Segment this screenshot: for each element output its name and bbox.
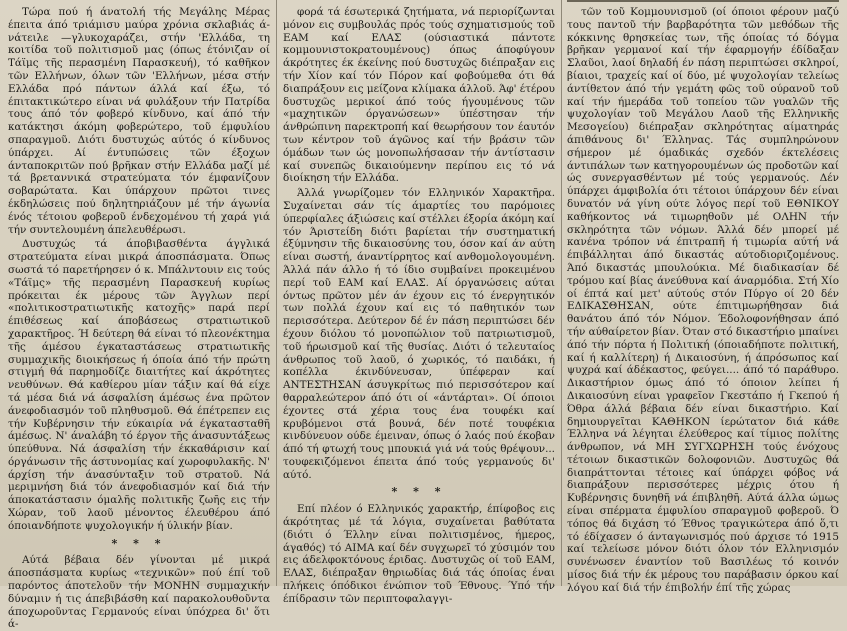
section-separator-2: * * * [391,485,447,499]
section-separator-1: * * * [111,536,167,550]
article-column-3 [567,6,839,594]
column-1-paragraph-3: Αύτά βέβαια δέν γίνονται μέ μικρά άποσπάσματα κυρίως «τεχνικῶν» πού έπί τοῦ παρόντος άποτελοῦν τήν ΜΟΝΗΝ συμμαχικήν δύναμιν ή τις άπεβιβάσθη καί παρακολουθοῦντα άποχωροῦντας Γερμανούς είναι ύπόχρεα δι' ὅτι ά- [8,554,270,631]
column-2-paragraph-1: φορά τά έσωτερικά ζητήματα, νά περιορίζωνται μόνον εις συμβουλάς πρός τούς σχηματισμούς τοῦ ΕΑΜ καί ΕΛΑΣ (ούσιαστικά πάντοτε κομμουνιστοκρατουμένους) όπως άποφύγουν άκρότητες έκ έκείνης πού δυστυχῶς διέπραξαν εις τήν Χίον καί τόν Πόρον καί φοβούμεθα ότι θά διαπράξουν εις μείζονα κλίμακα άλλοῦ. Άφ' έτέρου δυστυχῶς μερικοί άπό τούς ήγουμένους τῶν «μαχητικῶν όργανώσεων» ύπέστησαν τήν άνθρώπινη παρεκτροπή καί θεωρήσουν τον έαυτόν των κέντρον τοῦ άγῶνος καί τήν βράσιν τῶν όμάδων των ώς μονοπωλήσασαν τήν άντίστασιν καί συνεπῶς δικαιούμενην περίπου εις τό νά διοίκηση τήν Ελλάδα. [283,6,555,185]
column-1-paragraph-2: Δυστυχώς τά άποβιβασθέντα άγγλικά στρατεύματα είναι μικρά άποσπάσματα. Όπως σωστά τό παρετήρησεν ό κ. Μπάλντουιν εις τούς «Τάϊμς» τῆς περασμένη Παρασκευή κυρίως πρόκειται έκ μέρους τῶν Άγγλων περί «πολιτικοστρατιωτικῆς κατοχῆς» παρά περί έπιθέσεως καί άποβάσεως στρατιωτικοῦ χαρακτῆρος. Ή δεύτερη θά είναι τό πλεονέκτημα τῆς άμέσου έγκαταστάσεως στρατιωτικῆς συμμαχικῆς διοικήσεως ή όποία άπό τήν πρώτη στιγμή θά παρημοδίζε διαιτήτες καί άκρότητες νευθύνων. Θά καθίερου μίαν τάξιν καί θά είχε τά μέσα διά νά άσφαλίση άμέσως ένα πρῶτον άνεφοδιασμόν τοῦ πληθυσμοῦ. Θά έπέτρεπεν εις τήν Κυβέρνησιν τήν εύκαιρία νά έγκατασταθῆ άμέσως. Ν' άναλάβη τό έργον τῆς άνασυντάξεως ύπεύθυνα. Νά άσφαλίση τήν έκκαθάρισιν καί όργάνωσιν τῆς άστυνομίας καί χωροφυλακῆς. Ν' άρχίση τήν άνασύνταξιν τοῦ στρατοῦ. Νά μεριμνήση διά τόν άνεφοδιασμόν καί διά τήν άποκατάστασιν όμαλῆς πολιτικῆς ζωῆς εις τήν Χώραν, τοῦ λαοῦ μένοντος έλευθέρου άπό όποιανδήποτε ψυχολογικήν ή ύλικήν βίαν. [8,238,270,532]
article-column-1 [8,6,270,631]
article-column-2 [283,6,555,605]
column-divider-2 [561,0,562,586]
column-2-paragraph-2: Άλλά γνωρίζομεν τόν Ελληνικόν Χαρακτῆρα. Συχαίνεται σάν τίς άμαρτίες του παρόμοιες ύπερφίαλες άξιώσεις καί στέλλει έξορία άκόμη καί τόν Άριστείδη διότι βαρίεται τήν συστηματική έξύμνησιν τῆς δικαιοσύνης του, όσον καί άν αύτη είναι σωστή, άναντίρρητος καί ανθομολογουμένη. Άλλά πάν άλλο ή τό ίδιο συμβαίνει προκειμένου περί τοῦ ΕΑΜ καί ΕΛΑΣ. Αί όργανώσεις αύται όντως πρῶτον μέν άν έχουν εις τό ένεργητικόν των πολλά έχουν καί εις τό παθητικόν των περισσότερα. Δεύτερον δέ έν πάση περιπτώσει δέν έχουν διόλου τό μονοπώλιον τοῦ πατριωτισμοῦ, τοῦ ήρωισμοῦ καί τῆς θυσίας. Διότι ό τελευταίος άνθρωπος τοῦ λαοῦ, ό χωρικός, τό παιδάκι, ή κοπέλλα έκινδύνευσαν, ύπέφεραν καί ΑΝΤΕΣΤΗΣΑΝ άσυγκρίτως πιό περισσότερον καί θαρραλεώτερον άπό ότι οί «άντάρται». Οί όποιοι έχοντες στά χέρια τους ένα τουφέκι καί κρυβόμενοι στά βουνά, δέν ποτέ τουφέκια κινδύνευον ούδε έμειναν, όπως ό λαός πού έκοβαν άπό τή φτωχή τους μπουκιά γιά νά τούς θρέψουν... τουφεκιζόμενοι έπειτα άπό τούς γερμανούς δι' αύτό. [283,187,555,481]
column-divider-1 [276,0,277,586]
column-3-paragraph-1: τῶν τοῦ Κομμουνισμοῦ (οί όποιοι φέρουν μαζύ τους παντοῦ τήν βαρβαρότητα τῶν μεθόδων τῆς κόκκινης θρησκείας των, τῆς όποίας τό δόγμα βρῆκαν γερμανοί καί τήν έφαρμογήν έδίδαξαν Σλαῦοι, λαοί δηλαδή έν πάση περιπτώσει σκληροί, βίαιοι, τραχείς καί οί δύο, μέ ψυχολογίαν τελείως άντίθετον άπό τήν γεμάτη φῶς τοῦ ούρανοῦ τοῦ καί τήν ήμεράδα τοῦ τοπείου τῶν γυαλῶν τῆς ψυχολογίαν τοῦ Μεγάλου Λαοῦ τῆς Ελληνικῆς Μεσογείου) διέπραξαν σκληρότητας αίματηράς άπιθάνους δι' Έλληνας. Τάς συμπληρώνουν σήμερον μέ όμαδικάς σχεδόν έκτελέσεις άντιπάλων των κατηγορουμένων ώς προδοτῶν καί ώς συνεργασθέντων μέ τούς γερμανούς. Δέν ύπάρχει άμφιβολία ότι τέτοιοι ύπάρχουν δέν είναι δυνατόν νά γίνη ούτε λόγος περί τοῦ ΕΘΝΙΚΟΥ καθήκοντος νά τιμωρηθοῦν μέ ΟΛΗΝ τήν σκληρότητα τῶν νόμων. Άλλά δέν μπορεί μέ κανένα τρόπον νά έπιτραπῆ ή τιμωρία αύτή νά έπιβάλληται άπό δικαστάς αύτοδιοριζομένους. Άπό δικαστάς μπουλούκια. Μέ διαδικασίαν δέ τρόμου καί βίας άνεύθυνα καί άναρμόδια. Στή Χίο οί έπτά καί μετ' αύτούς στόν Πύργο οί 20 δέν ΕΔΙΚΑΣΘΗΣΑΝ, ούτε έπιτιμωρήθησαν διά θανάτου άπό τόν Νόμον. Έδολοφονήθησαν άπό τήν αύθαίρετον βίαν. Όταν στό δικαστήριο μπαίνει άπό τήν πόρτα ή Πολιτική (όποιαδήποτε πολιτική, καί ή καλλίτερη) ή Δικαιοσύνη, ή άπρόσωπος καί ψυχρά καί άδέκαστος, φεύγει.... άπό τό παράθυρο. Δικαστήριον όμως άπό τό όποιον λείπει ή Δικαιοσύνη είναι γραφεῖον Γκεστάπο ή Γκεπού ή Όθρα άλλά βέβαια δέν είναι δικαστήριο. Καί δημιουργεῖται ΚΑΘΗΚΟΝ ίερώτατον διά κάθε Έλληνα νά λέγηται έλεύθερος καί τίμιος πολίτης άνθρωπον, νά ΜΗ ΣΥΓΧΩΡΗΣΗ τούς ένόχους τέτοιων δικαστικῶν δολοφονιῶν. Δυστυχῶς θά διαπράττονται τέτοιες καί ύπάρχει φόβος νά διαπράξουν περισσότερες μέχρις ότου ή Κυβέρνησις δυνηθῆ νά έπιβληθῆ. Αύτά άλλα ώμως είναι σπέρματα έμφυλίου σπαραγμοῦ φοβεροῦ. Ό τόπος θά διχάση τό Έθνος τραγικώτερα άπό ὅ,τι τό έδίχασεν ό άνταγωνισμός πού άρχισε τό 1915 καί τελείωσε μόνον διότι όλον τόν Ελληνισμόν συνένωσεν έναντίον τοῦ Βασιλέως τό κοινόν μίσος διά τήν έκ μέρους του παράβασιν όρκου καί λόγου καί διά τήν έπιβολήν έπί τῆς χώρας [567,6,839,594]
column-2-paragraph-3: Επί πλέον ό Ελληνικός χαρακτήρ, έπίφοβος εις άκρότητας μέ τά λόγια, συχαίνεται βαθύτατα (διότι ό Έλλην είναι πολιτισμένος, ήμερος, άγαθός) τό ΑΙΜΑ καί δέν συγχωρεῖ τό χύσιμόν του εις άδελφοκτόνους έριδας. Δυστυχῶς οί τοῦ ΕΑΜ, ΕΛΑΣ, διέπραξαν θηριωδίας διά τάς όποίας έναι πλήκεις όπόδικοι ένώπιον τοῦ Έθνους. Ύπό τήν έπίδρασιν τῶν περιπτοφαλαγγι- [283,503,555,605]
column-1-paragraph-1: Τώρα πού ή άνατολή τής Μεγάλης Μέρας έπειτα άπό τριάμισυ μαύρα χρόνια σκλαβιάς ά-νάτειλε —γλυκοχαράζει, στήν 'Ελλάδα, τη κοιτίδα τοῦ πολιτισμοῦ μας (όπως έτόνιζαν οί Τάϊμς τῆς περασμένη Παρασκευή), τό καθῆκον τῶν Ελλήνων, όλων τῶν 'Ελλήνων, μέσα στήν Ελλάδα πρό πάντων άλλά καί έξω, τό έπιτακτικώτερο είναι νά φυλάξουν τήν Πατρίδα τους άπό τόν φοβερό κίνδυνο, καί άπό τήν κατάκτησι άκόμη φοβερώτερο, τοῦ έμφυλίου σπαραγμοῦ. Διότι δυστυχώς αύτός ό κίνδυνος ύπάρχει. Αί έντυπώσεις τῶν έξοχων άνταποκριτῶν πού βρῆκαν στήν Ελλάδα μαζί μέ τά βρεταννικά στρατεύματα τόν έμφανίζουν σοβαρώτατα. Και ύπάρχουν πρῶτοι τινες έκδηλώσεις πού δηλητηριάζουν μέ τήν άγωνία ένός τέτοιου φοβεροῦ ένδεχομένου τή χαρά γιά τήν συντελουμένη άπελευθέρωσι. [8,6,270,236]
column-top-rule [567,0,839,2]
